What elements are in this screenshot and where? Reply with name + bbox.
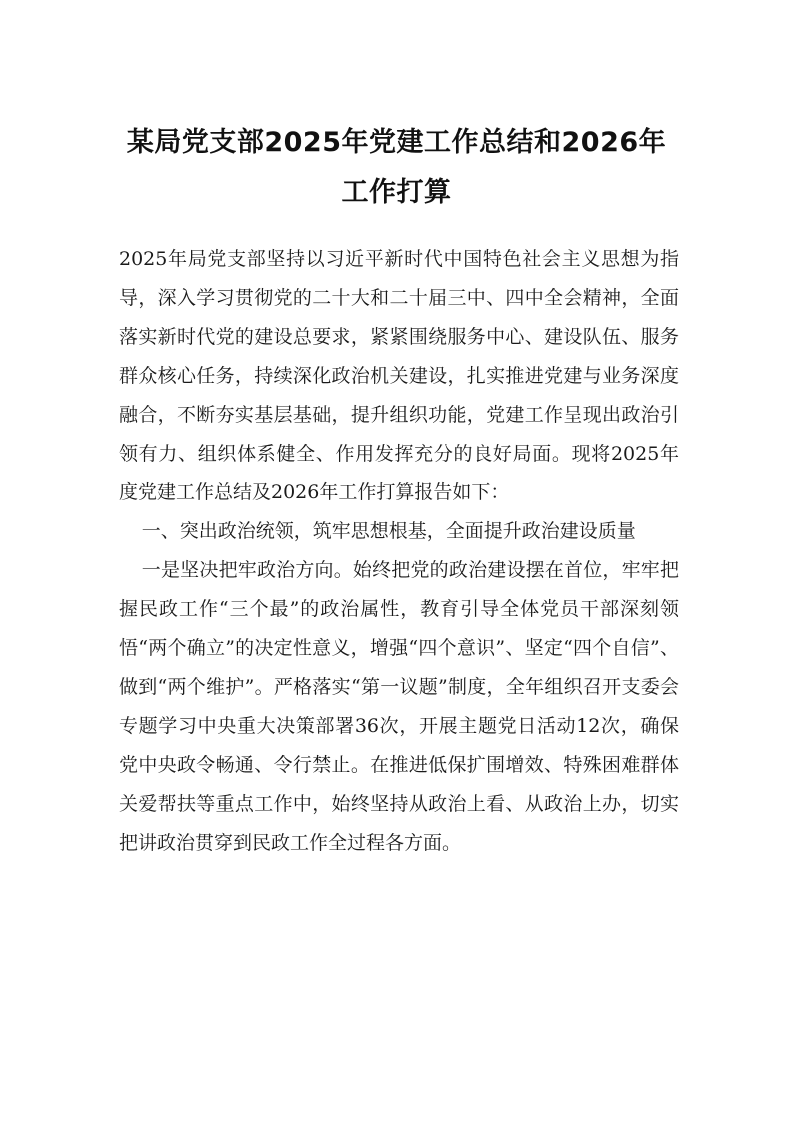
section-1-heading: 一、突出政治统领，筑牢思想根基，全面提升政治建设质量 [141, 520, 636, 543]
document-title [100, 118, 693, 218]
section-1-paragraph-1: 一是坚决把牢政治方向。始终把党的政治建设摆在首位，牢牢把握民政工作“三个最”的政治属性，教育引导全体党员干部深刻领悟“两个确立”的决定性意义，增强“四个意识”、坚定“四个自信”、做到“两个维护”。严格落实“第一议题”制度，全年组织召开支委会专题学习中央重大决策部署36次，开展主题党日活动12次，确保党中央政令畅通、令行禁止。在推进低保扩围增效、特殊困难群体关爱帮扶等重点工作中，始终坚持从政治上看、从政治上办，切实把讲政治贯穿到民政工作全过程各方面。 [119, 559, 679, 854]
intro-paragraph: 2025年局党支部坚持以习近平新时代中国特色社会主义思想为指导，深入学习贯彻党的二十大和二十届三中、四中全会精神，全面落实新时代党的建设总要求，紧紧围绕服务中心、建设队伍、服务群众核心任务，持续深化政治机关建设，扎实推进党建与业务深度融合，不断夯实基层基础，提升组织功能，党建工作呈现出政治引领有力、组织体系健全、作用发挥充分的良好局面。现将2025年度党建工作总结及2026年工作打算报告如下： [119, 248, 679, 504]
document-body [119, 240, 679, 863]
document-title-line-1: 某局党支部2025年党建工作总结和2026年 [126, 127, 667, 158]
document-title-line-2: 工作打算 [341, 177, 452, 208]
